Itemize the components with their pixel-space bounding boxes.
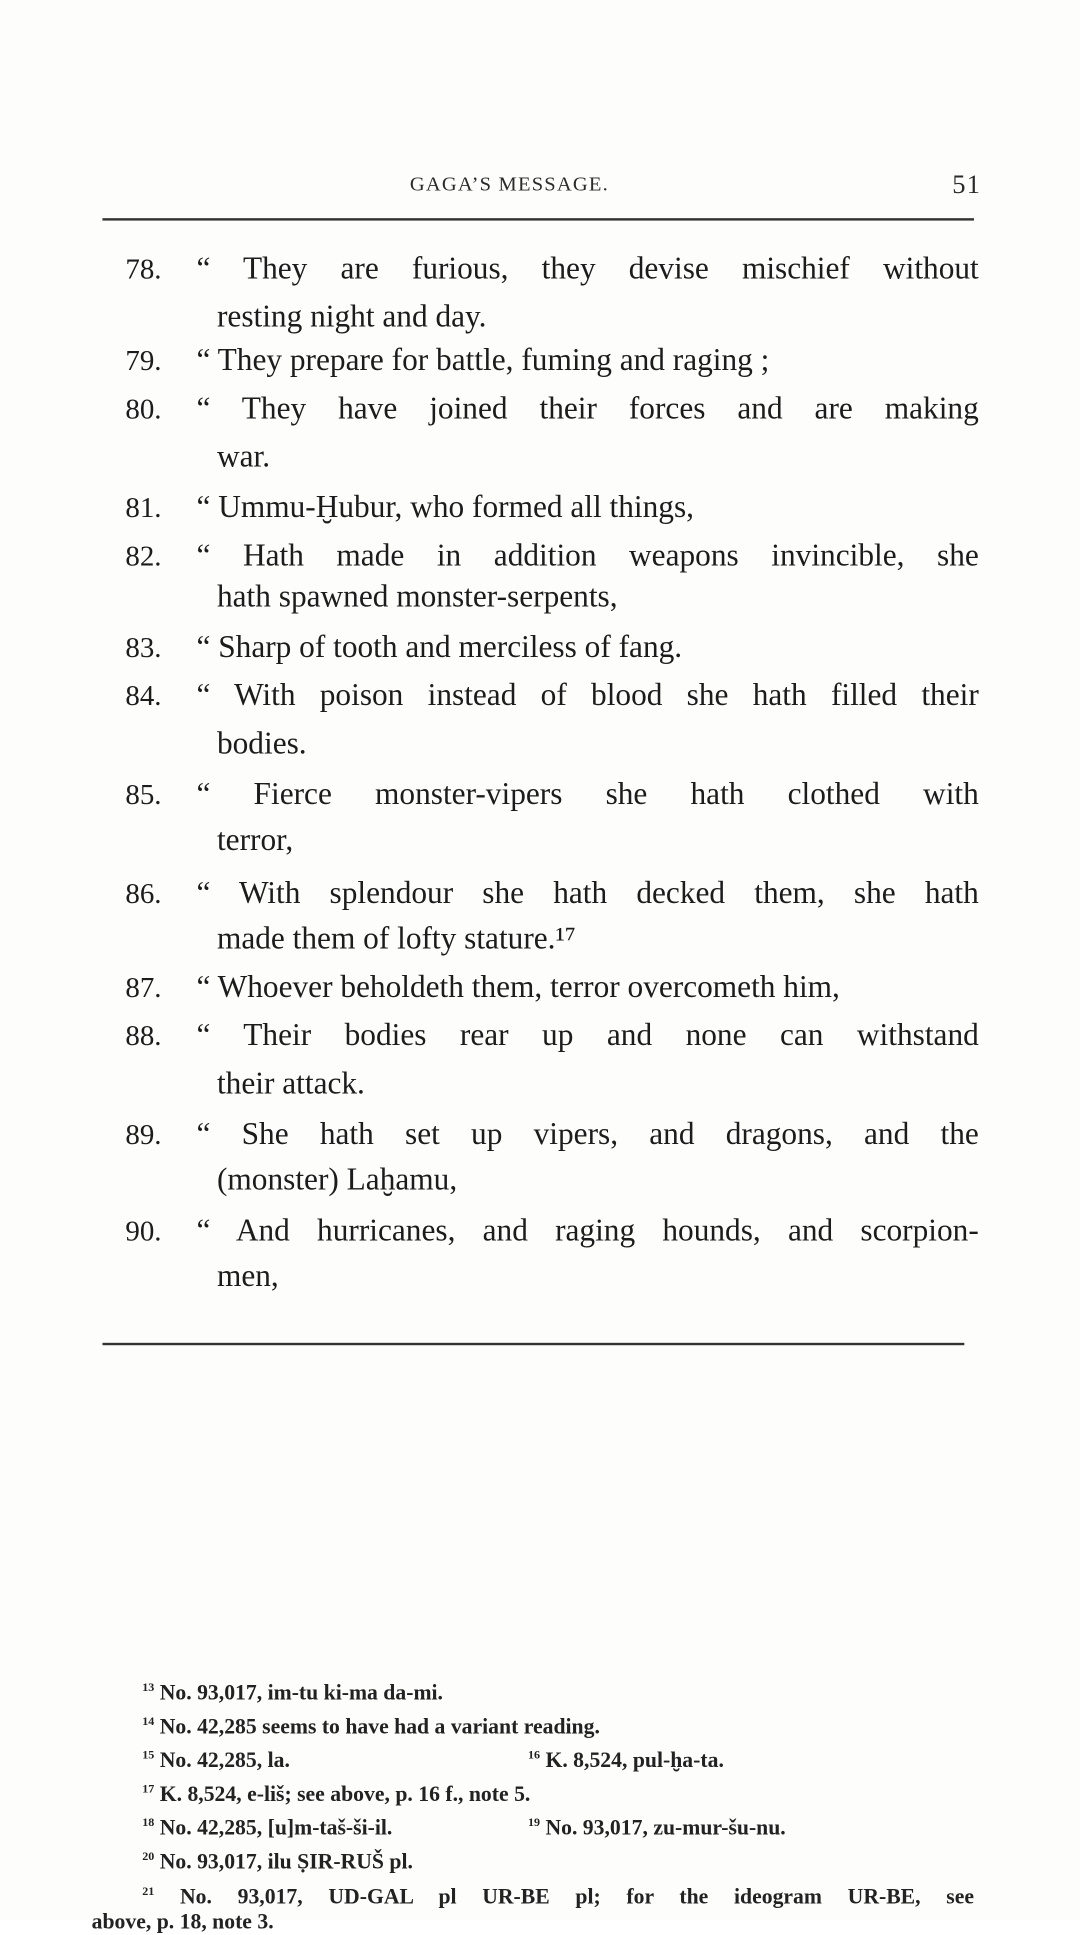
footnote-text: No. 93,017, im-tu ki-ma da-mi.	[159, 1680, 443, 1705]
footnote-mark: 14	[142, 1715, 155, 1729]
footnote-mark: 16	[527, 1749, 541, 1763]
verse-number: 87.	[125, 972, 162, 1005]
verse-line: hath spawned monster-serpents,	[216, 578, 618, 614]
verse-number: 89.	[125, 1119, 162, 1152]
verse-line: made them of lofty stature.¹⁷	[216, 920, 576, 956]
footnote-text: No. 93,017, ilu ṢIR-RUŠ pl.	[159, 1849, 413, 1874]
verse-number: 82.	[125, 541, 162, 573]
footnote	[142, 1676, 443, 1706]
verse-line: “ Hath made in addition weapons invincible, she	[196, 537, 979, 573]
footnote-text: No. 93,017, UD-GAL pl UR-BE pl; for the ideogram UR-BE, see	[179, 1884, 974, 1909]
footnote	[92, 1908, 274, 1935]
verse-line: “ They are furious, they devise mischief without	[196, 250, 979, 286]
verse-number: 86.	[125, 878, 162, 911]
footnote-mark: 21	[142, 1885, 155, 1899]
footnote-mark: 13	[142, 1681, 155, 1695]
verse-line: “ They prepare for battle, fuming and raging ;	[196, 342, 770, 378]
verse-number: 84.	[125, 681, 162, 713]
footnote-text: K. 8,524, e-liš; see above, p. 16 f., note 5.	[159, 1781, 531, 1806]
footnote-text: No. 42,285, [u]m-taš-ši-il.	[159, 1815, 393, 1840]
verse-number: 78.	[125, 254, 162, 286]
verse-line: “ With poison instead of blood she hath filled their	[196, 677, 979, 713]
footnote-mark: 18	[142, 1816, 155, 1830]
verse-line: their attack.	[216, 1065, 365, 1101]
footnote-rule	[102, 1343, 964, 1345]
footnote-mark: 19	[527, 1816, 541, 1830]
footnote	[528, 1811, 786, 1841]
verse-line: bodies.	[216, 725, 307, 761]
header-rule	[102, 218, 974, 220]
footnote-mark: 20	[142, 1850, 155, 1864]
footnote	[142, 1879, 974, 1909]
verse-line: “ With splendour she hath decked them, she hath	[196, 875, 979, 911]
footnote	[142, 1709, 600, 1739]
verse-line: “ They have joined their forces and are making	[196, 390, 979, 426]
verse-number: 81.	[125, 493, 162, 525]
footnote-text: No. 42,285 seems to have had a variant reading.	[159, 1714, 600, 1739]
footnote	[142, 1844, 413, 1874]
footnote-mark: 15	[142, 1749, 155, 1763]
footnote-text: No. 93,017, zu-mur-šu-nu.	[545, 1815, 786, 1840]
verse-number: 85.	[125, 779, 162, 812]
verse-number: 90.	[125, 1216, 162, 1248]
footnote-text: No. 42,285, la.	[159, 1747, 290, 1772]
verse-line: (monster) Laḫamu,	[216, 1162, 458, 1197]
footnote-text: K. 8,524, pul-ḫa-ta.	[545, 1747, 724, 1772]
page-number: 51	[952, 168, 982, 199]
verse-line: war.	[216, 438, 271, 474]
verse-number: 83.	[125, 632, 162, 665]
footnote	[528, 1743, 724, 1773]
verse-line: “ Whoever beholdeth them, terror overcometh him,	[196, 969, 840, 1005]
footnote-text: above, p. 18, note 3.	[91, 1909, 274, 1934]
verse-line: “ Ummu-Ḫubur, who formed all things,	[196, 489, 694, 525]
verse-line: “ Fierce monster-vipers she hath clothed with	[196, 776, 979, 812]
footnote	[142, 1777, 530, 1807]
footnote-mark: 17	[142, 1782, 155, 1797]
verse-number: 79.	[125, 345, 162, 378]
running-header: GAGA’S MESSAGE.	[409, 172, 609, 196]
footnote	[142, 1743, 290, 1773]
verse-line: resting night and day.	[216, 298, 487, 334]
verse-line: “ And hurricanes, and raging hounds, and scorpion-	[196, 1212, 979, 1248]
verse-number: 88.	[125, 1020, 162, 1053]
footnote	[142, 1811, 392, 1841]
verse-number: 80.	[125, 394, 162, 426]
verse-line: “ Sharp of tooth and merciless of fang.	[196, 629, 683, 665]
verse-line: “ Their bodies rear up and none can withstand	[196, 1017, 979, 1053]
verse-line: terror,	[216, 822, 294, 858]
verse-line: “ She hath set up vipers, and dragons, and the	[196, 1116, 979, 1152]
verse-line: men,	[216, 1258, 279, 1294]
